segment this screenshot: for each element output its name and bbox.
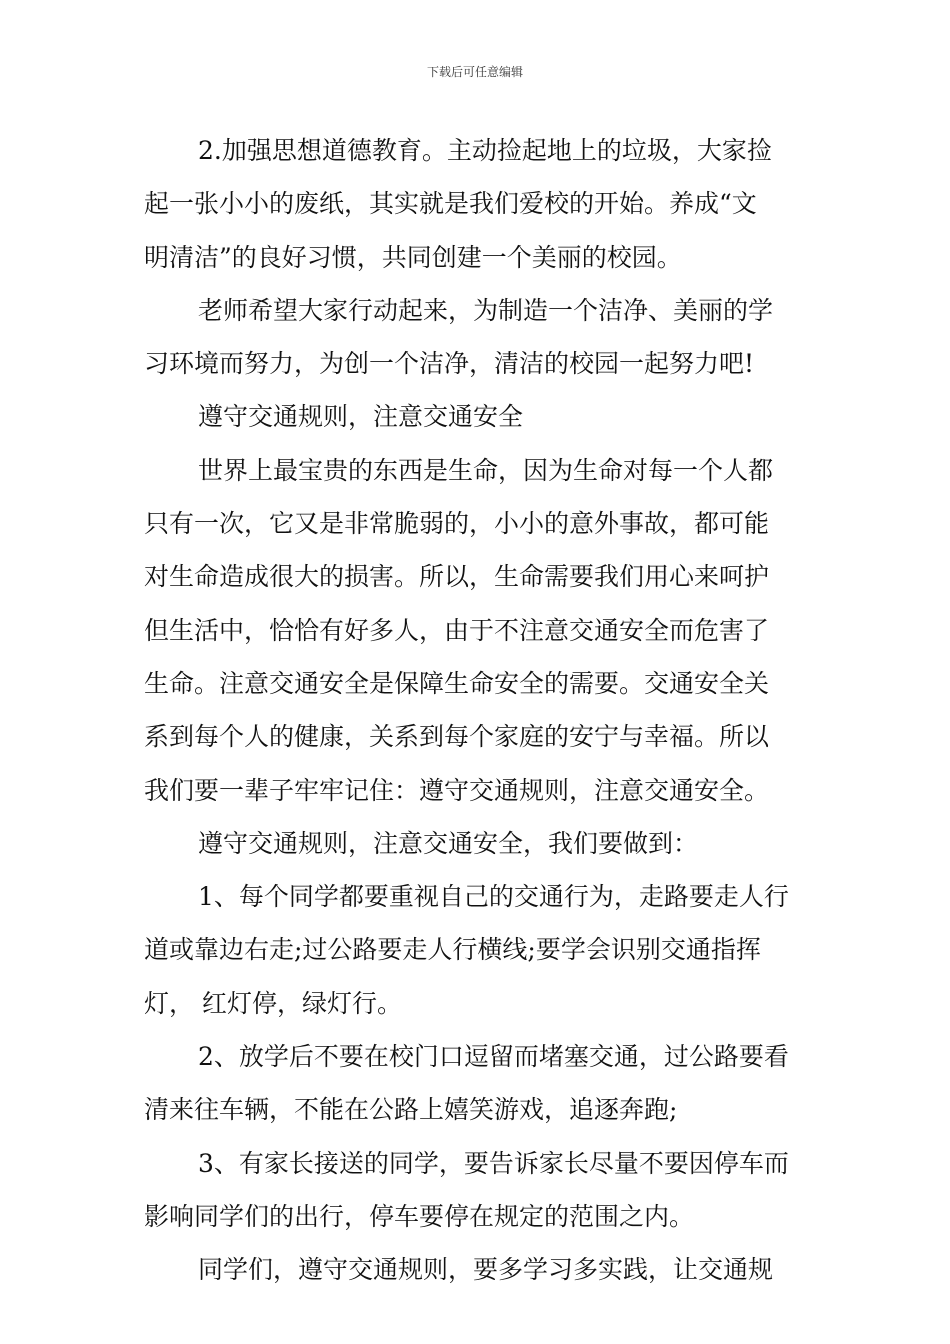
- text-line: 我们要一辈子牢牢记住：遵守交通规则，注意交通安全。: [144, 775, 770, 805]
- section-heading: 遵守交通规则，注意交通安全: [198, 402, 524, 432]
- text-line: 世界上最宝贵的东西是生命，因为生命对每一个人都: [198, 455, 774, 485]
- text-line: 对生命造成很大的损害。所以，生命需要我们用心来呵护: [144, 562, 770, 592]
- text-line: 但生活中，恰恰有好多人，由于不注意交通安全而危害了: [144, 615, 770, 645]
- text-line: 明清洁”的良好习惯，共同创建一个美丽的校园。: [144, 242, 682, 272]
- text-line: 2、放学后不要在校门口逗留而堵塞交通，过公路要看: [198, 1042, 789, 1072]
- text-line: 道或靠边右走;过公路要走人行横线;要学会识别交通指挥: [144, 935, 761, 965]
- document-body: [144, 124, 808, 1297]
- text-line: 遵守交通规则，注意交通安全，我们要做到：: [198, 828, 699, 858]
- text-line: 影响同学们的出行，停车要停在规定的范围之内。: [144, 1201, 695, 1231]
- text-line: 灯， 红灯停，绿灯行。: [144, 988, 402, 1018]
- text-line: 同学们，遵守交通规则，要多学习多实践，让交通规: [198, 1255, 774, 1285]
- page-header-note: 下载后可任意编辑: [426, 65, 523, 79]
- text-line: 老师希望大家行动起来，为制造一个洁净、美丽的学: [198, 295, 774, 325]
- text-line: 系到每个人的健康，关系到每个家庭的安宁与幸福。所以: [144, 722, 770, 752]
- text-line: 只有一次，它又是非常脆弱的，小小的意外事故，都可能: [144, 509, 770, 539]
- text-line: 1、每个同学都要重视自己的交通行为，走路要走人行: [198, 882, 789, 912]
- text-line: 生命。注意交通安全是保障生命安全的需要。交通安全关: [144, 668, 770, 698]
- text-line: 清来往车辆，不能在公路上嬉笑游戏，追逐奔跑;: [144, 1095, 678, 1125]
- text-line: 3、有家长接送的同学，要告诉家长尽量不要因停车而: [198, 1148, 789, 1178]
- text-line: 2.加强思想道德教育。主动捡起地上的垃圾，大家捡: [198, 136, 772, 165]
- text-line: 起一张小小的废纸，其实就是我们爱校的开始。养成“文: [144, 189, 757, 219]
- text-line: 习环境而努力，为创一个洁净，清洁的校园一起努力吧!: [144, 349, 755, 379]
